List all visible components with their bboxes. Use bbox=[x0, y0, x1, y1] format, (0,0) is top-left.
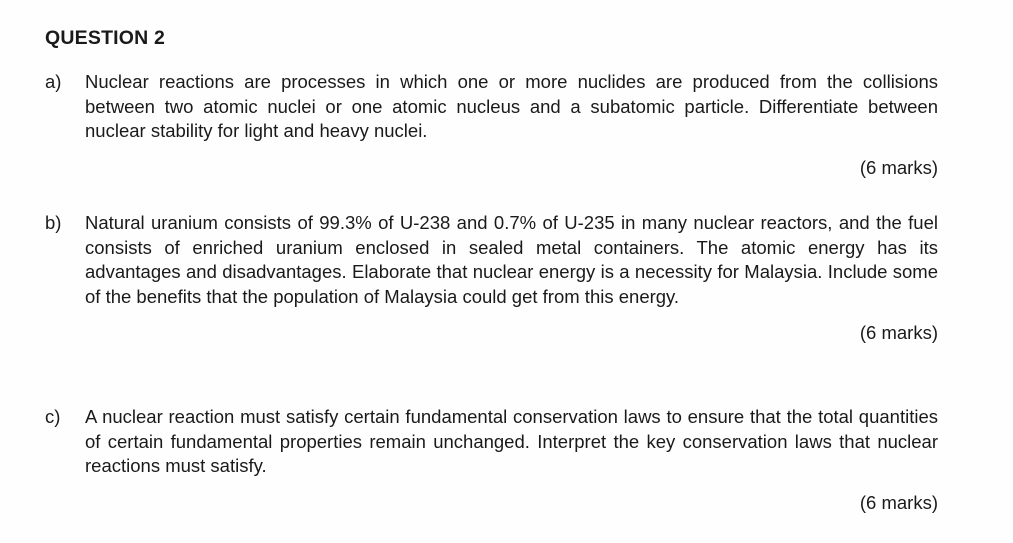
marks-a: (6 marks) bbox=[859, 156, 938, 178]
part-text-c: A nuclear reaction must satisfy certain fundamental conservation laws to ensure that the total quantities of certain fundamental properties remain unchanged. Interpret the key conservation laws that nuclear reactions must satisfy. bbox=[85, 406, 938, 476]
part-label-a: a) bbox=[45, 71, 62, 92]
question-part-b bbox=[45, 211, 938, 346]
part-label-b: b) bbox=[45, 212, 62, 233]
part-text-a: Nuclear reactions are processes in which one or more nuclides are produced from the collisions between two atomic nuclei or one atomic nucleus and a subatomic particle. Differentiate between nuclear stability for light and heavy nuclei. bbox=[85, 71, 938, 141]
part-label-c: c) bbox=[45, 406, 61, 427]
part-text-b: Natural uranium consists of 99.3% of U-238 and 0.7% of U-235 in many nuclear reactors, and the fuel consists of enriched uranium enclosed in sealed metal containers. The atomic energy has its advantages and disadvantages. Elaborate that nuclear energy is a necessity for Malaysia. Include some of the benefits that the population of Malaysia could get from this energy. bbox=[85, 212, 938, 307]
question-heading: QUESTION 2 bbox=[45, 27, 166, 49]
question-part-c bbox=[45, 405, 938, 515]
question-part-a bbox=[45, 70, 938, 180]
marks-b: (6 marks) bbox=[859, 322, 938, 343]
marks-c: (6 marks) bbox=[859, 491, 938, 513]
